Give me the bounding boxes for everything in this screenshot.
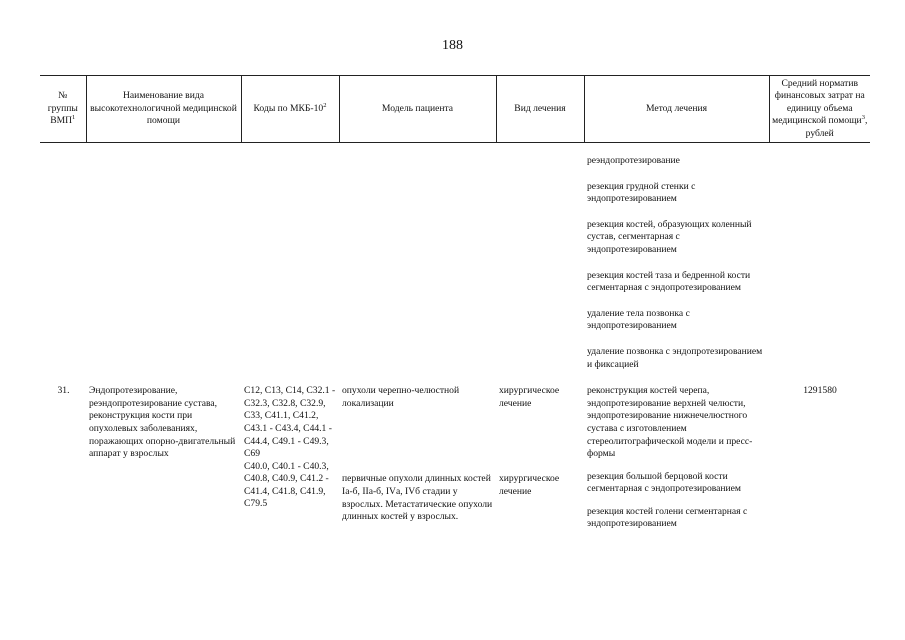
method-item: удаление тела позвонка с эндопротезированием	[587, 307, 690, 332]
treatment-type: хирургическое лечение	[499, 385, 560, 409]
method-item: резекция костей голени сегментарная с эндопротезированием	[587, 505, 748, 530]
header-row	[40, 76, 870, 143]
patient-model: опухоли черепно-челюстной локализации	[342, 385, 460, 409]
header-model: Модель пациента	[339, 76, 496, 143]
header-codes: Коды по МКБ-$10^2$	[241, 76, 339, 143]
method-cell	[584, 371, 769, 531]
care-type-name: Эндопротезирование, реэндопротезирование сустава, реконструкция кости при опухолевых заболеваниях, поражающих опорно-двигательный аппарат у взрослых	[89, 385, 236, 460]
method-item: резекция костей таза и бедренной кости сегментарная с эндопротезированием	[587, 269, 751, 294]
header-num: № группы ВМП$^1$	[40, 76, 86, 143]
continuation-methods-cell	[584, 143, 769, 372]
method-item: резекция костей, образующих коленный сустав, сегментарная с эндопротезированием	[587, 218, 752, 255]
header-name: Наименование вида высокотехнологичной медицинской помощи	[86, 76, 241, 143]
treatment-type: хирургическое лечение	[499, 473, 560, 497]
header-cost: Средний норматив финансовых затрат на единицу объема медицинской помощи$^3$, рублей	[769, 76, 870, 143]
group-number: 31.	[57, 385, 70, 397]
icd-codes-cell	[241, 371, 339, 531]
vmp-table	[40, 75, 870, 531]
header-method: Метод лечения	[584, 76, 769, 143]
header-treatment: Вид лечения	[496, 76, 584, 143]
table-row-31	[40, 371, 870, 531]
method-item: реконструкция костей черепа, эндопротезирование верхней челюсти, эндопротезирование нижнечелюстного сустава с изготовлением стереолитографической модели и пресс-формы	[587, 385, 753, 460]
method-item: резекция грудной стенки с эндопротезированием	[587, 180, 696, 205]
treatment-cell	[496, 371, 584, 531]
method-item: резекция большой берцовой кости сегментарная с эндопротезированием	[587, 470, 742, 495]
patient-model: первичные опухоли длинных костей Iа-б, IIа-б, IVа, IVб стадии у взрослых. Метастатические опухоли длинных костей у взрослых.	[342, 473, 493, 523]
icd-codes: C12, C13, C14, C32.1 - C32.3, C32.8, C32.9, C33, C41.1, C41.2, C43.1 - C43.4, C44.1 - C44.4, C49.1 - C49.3, C69	[244, 385, 336, 460]
cost-value: 1291580	[803, 385, 837, 397]
method-item: удаление позвонка с эндопротезированием и фиксацией	[587, 345, 763, 370]
patient-model-cell	[339, 371, 496, 531]
page-number: 188	[442, 38, 463, 53]
method-item: реэндопротезирование	[587, 155, 680, 166]
continuation-row	[40, 143, 870, 372]
icd-codes: C40.0, C40.1 - C40.3, C40.8, C40.9, C41.2 - C41.4, C41.8, C41.9, C79.5	[244, 460, 329, 510]
